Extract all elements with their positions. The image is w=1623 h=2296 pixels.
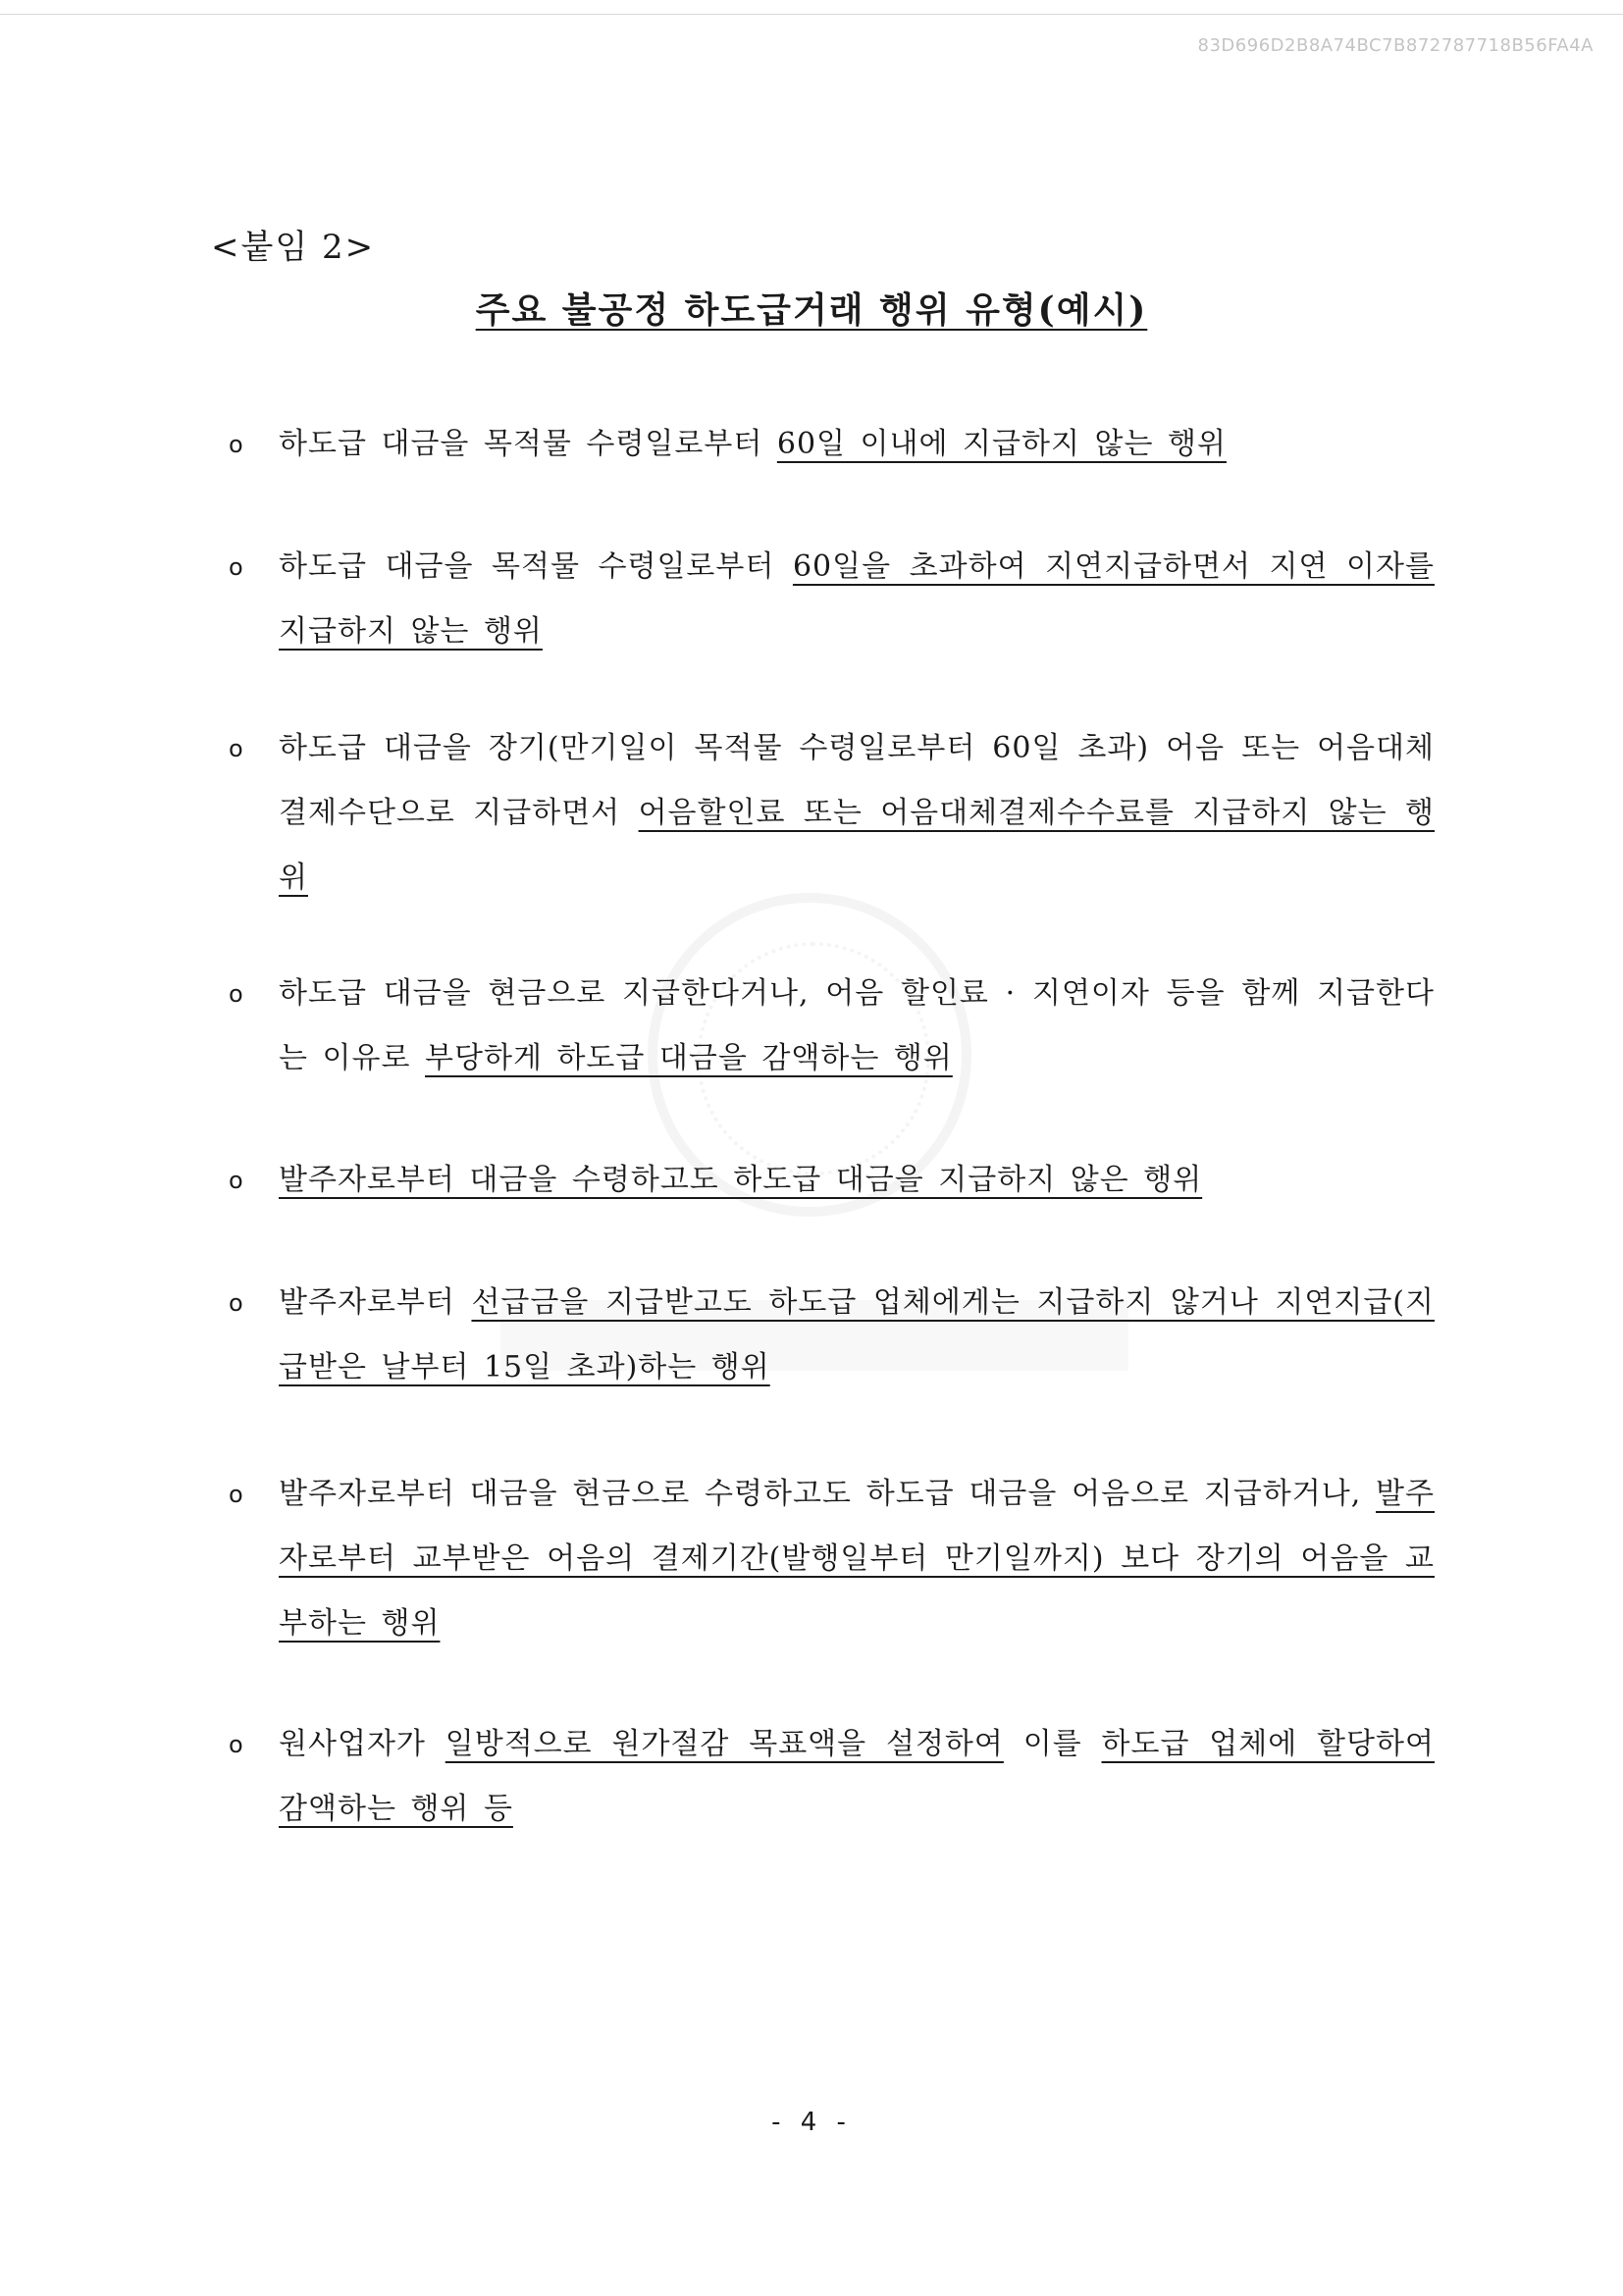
item-underlined-segment: 어음할인료 또는 어음대체결제수수료를 지급하지 않는 행위: [279, 796, 1436, 895]
item-text-segment: 하도급 대금을 목적물 수령일로부터: [279, 427, 777, 461]
list-item: [229, 1712, 1435, 1842]
item-underlined-segment: 부당하게 하도급 대금을 감액하는 행위: [425, 1041, 953, 1075]
list-item-text: [279, 1712, 1435, 1842]
list-item-text: [279, 535, 1435, 664]
item-underlined-segment: 선급금을 지급받고도 하도급 업체에게는 지급하지 않거나 지연지급(지급받은 날부터 15일 초과)하는 행위: [279, 1285, 1435, 1384]
attachment-label: <붙임 2>: [211, 228, 376, 267]
item-text-segment: 발주자로부터: [279, 1285, 472, 1320]
list-item-text: [279, 1148, 1435, 1213]
bullet-icon: o: [229, 980, 243, 1008]
list-item: [229, 535, 1435, 664]
bullet-icon: o: [229, 553, 243, 581]
page-number: - 4 -: [771, 2108, 852, 2137]
item-underlined-segment: 발주자로부터 교부받은 어음의 결제기간(발행일부터 만기일까지) 보다 장기의 어음을 교부하는 행위: [279, 1477, 1435, 1641]
bullet-icon: o: [229, 1289, 243, 1317]
item-underlined-segment: 60일 이내에 지급하지 않는 행위: [776, 427, 1227, 461]
list-item-text: [279, 962, 1435, 1091]
list-item: [229, 412, 1435, 477]
list-item-text: [279, 1271, 1435, 1400]
item-text-segment: 하도급 대금을 현금으로 지급한다거나, 어음 할인료 · 지연이자 등을 함께 지급한다는 이유로: [279, 976, 1435, 1075]
list-item-text: [279, 412, 1435, 477]
item-underlined-segment: 하도급 업체에 할당하여 감액하는 행위 등: [279, 1727, 1435, 1826]
item-underlined-segment: 일방적으로 원가절감 목표액을 설정하여: [445, 1727, 1004, 1761]
item-text-segment: 이를: [1003, 1727, 1102, 1761]
item-underlined-segment: 60일을 초과하여 지연지급하면서 지연 이자를 지급하지 않는 행위: [279, 549, 1435, 649]
bullet-icon: o: [229, 1167, 243, 1194]
item-text-segment: 하도급 대금을 장기(만기일이 목적물 수령일로부터 60일 초과) 어음 또는 어음대체결제수단으로 지급하면서: [279, 731, 1435, 830]
top-rule: [0, 14, 1623, 15]
list-item: [229, 962, 1435, 1091]
list-item: [229, 1271, 1435, 1400]
bullet-icon: o: [229, 1481, 243, 1508]
list-item: [229, 1148, 1435, 1213]
list-item-text: [279, 1462, 1435, 1656]
item-text-segment: 하도급 대금을 목적물 수령일로부터: [279, 549, 793, 584]
list-item-text: [279, 716, 1435, 911]
bullet-icon: o: [229, 735, 243, 762]
item-text-segment: 원사업자가: [279, 1727, 445, 1761]
list-item: [229, 1462, 1435, 1656]
page-title: [0, 283, 1623, 333]
item-text-segment: 발주자로부터 대금을 현금으로 수령하고도 하도급 대금을 어음으로 지급하거나,: [279, 1477, 1377, 1511]
item-underlined-segment: 발주자로부터 대금을 수령하고도 하도급 대금을 지급하지 않은 행위: [279, 1163, 1203, 1197]
document-id: 83D696D2B8A74BC7B872787718B56FA4A: [1197, 35, 1594, 56]
page-title-text: 주요 불공정 하도급거래 행위 유형(예시): [475, 289, 1148, 331]
list-item: [229, 716, 1436, 911]
bullet-icon: o: [229, 431, 243, 458]
bullet-icon: o: [229, 1731, 243, 1758]
